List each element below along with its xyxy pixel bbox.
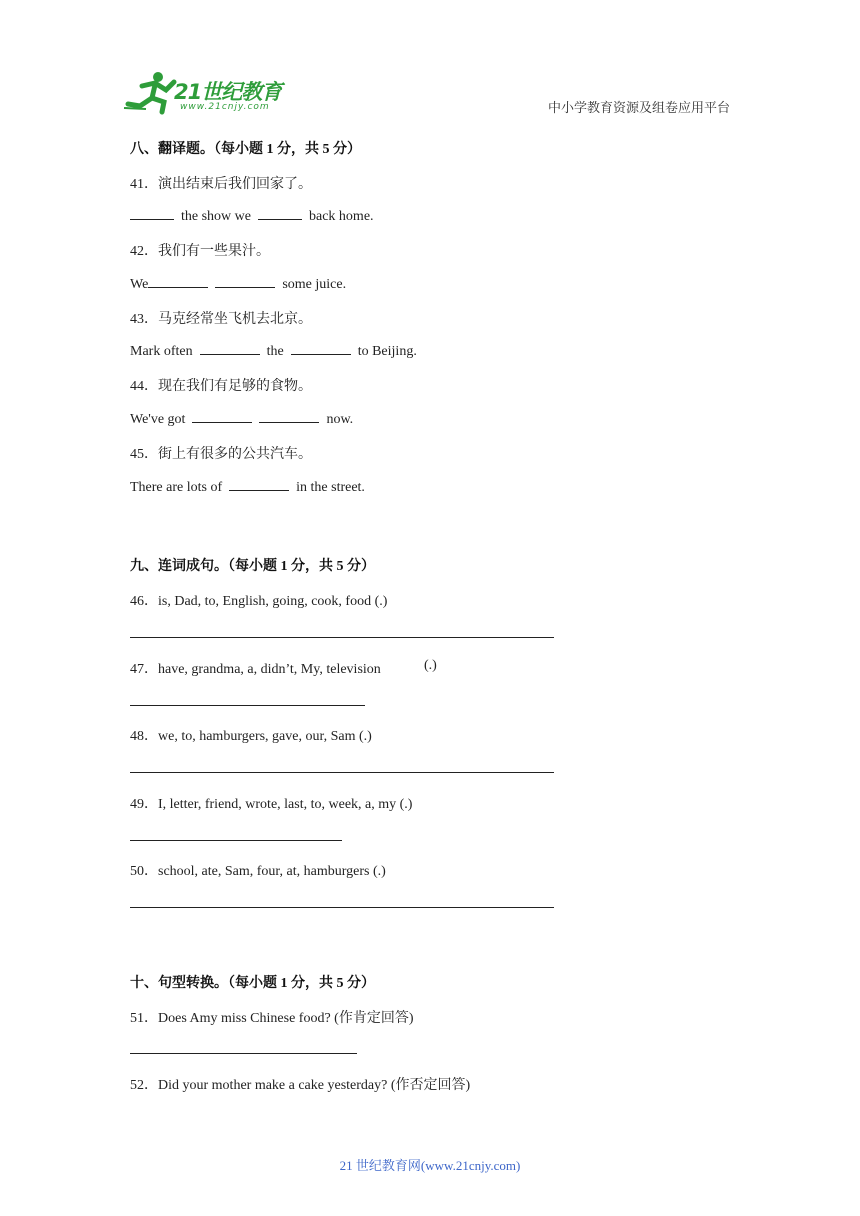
- q48-prompt: 48．we, to, hamburgers, gave, our, Sam (.): [130, 729, 372, 744]
- answer-blank[interactable]: [259, 410, 319, 423]
- q41-prompt: 41．演出结束后我们回家了。: [130, 177, 312, 192]
- section-10-title: 十、句型转换。（每小题 1 分，共 5 分）: [130, 976, 375, 991]
- answer-blank[interactable]: [258, 207, 302, 220]
- q44-text-2: now.: [326, 412, 354, 427]
- answer-line[interactable]: [130, 772, 554, 773]
- q41-text-2: back home.: [309, 209, 374, 224]
- answer-line[interactable]: [130, 840, 342, 841]
- q47-prompt: 47．have, grandma, a, didn’t, My, television: [130, 662, 381, 677]
- q43-text-1: Mark often: [130, 344, 193, 359]
- q49-prompt: 49．I, letter, friend, wrote, last, to, week, a, my (.): [130, 797, 413, 812]
- footer-link[interactable]: 21 世纪教育网(www.21cnjy.com): [339, 1158, 521, 1173]
- q43-text-2: the: [266, 344, 284, 359]
- q44-prompt: 44．现在我们有足够的食物。: [130, 379, 312, 394]
- answer-line[interactable]: [130, 1053, 357, 1054]
- answer-line[interactable]: [130, 907, 554, 908]
- q52-prompt: 52．Did your mother make a cake yesterday? (作否定回答): [130, 1078, 471, 1093]
- q42-answer: [130, 275, 346, 293]
- q45-prompt: 45．街上有很多的公共汽车。: [130, 447, 312, 462]
- section-8-title: 八、翻译题。（每小题 1 分，共 5 分）: [130, 142, 361, 157]
- answer-blank[interactable]: [229, 478, 289, 491]
- answer-blank[interactable]: [130, 207, 174, 220]
- answer-blank[interactable]: [192, 410, 252, 423]
- answer-blank[interactable]: [148, 275, 208, 288]
- q41-answer: [130, 207, 374, 225]
- answer-line[interactable]: [130, 637, 554, 638]
- answer-blank[interactable]: [200, 342, 260, 355]
- q44-answer: [130, 410, 353, 428]
- q42-text-2: some juice.: [282, 277, 347, 292]
- logo-url: www.21cnjy.com: [180, 102, 270, 112]
- section-9-title: 九、连词成句。（每小题 1 分，共 5 分）: [130, 559, 375, 574]
- q42-text-1: We: [130, 277, 149, 292]
- q43-prompt: 43．马克经常坐飞机去北京。: [130, 312, 312, 327]
- q44-text-1: We've got: [130, 412, 186, 427]
- q45-answer: [130, 478, 365, 496]
- q43-answer: [130, 342, 417, 360]
- logo: [122, 68, 292, 118]
- q45-text-2: in the street.: [296, 480, 365, 495]
- q41-text-1: the show we: [181, 209, 251, 224]
- answer-line[interactable]: [130, 705, 365, 706]
- q43-text-3: to Beijing.: [357, 344, 417, 359]
- q51-prompt: 51．Does Amy miss Chinese food? (作肯定回答): [130, 1011, 414, 1026]
- logo-text: 21世纪教育: [174, 80, 282, 104]
- q46-prompt: 46．is, Dad, to, English, going, cook, food (.): [130, 594, 388, 609]
- answer-blank[interactable]: [215, 275, 275, 288]
- q42-prompt: 42．我们有一些果汁。: [130, 244, 270, 259]
- q47-end: (.): [424, 658, 437, 673]
- q50-prompt: 50．school, ate, Sam, four, at, hamburgers (.): [130, 864, 386, 879]
- platform-title: 中小学教育资源及组卷应用平台: [547, 100, 730, 115]
- answer-blank[interactable]: [291, 342, 351, 355]
- q45-text-1: There are lots of: [130, 480, 223, 495]
